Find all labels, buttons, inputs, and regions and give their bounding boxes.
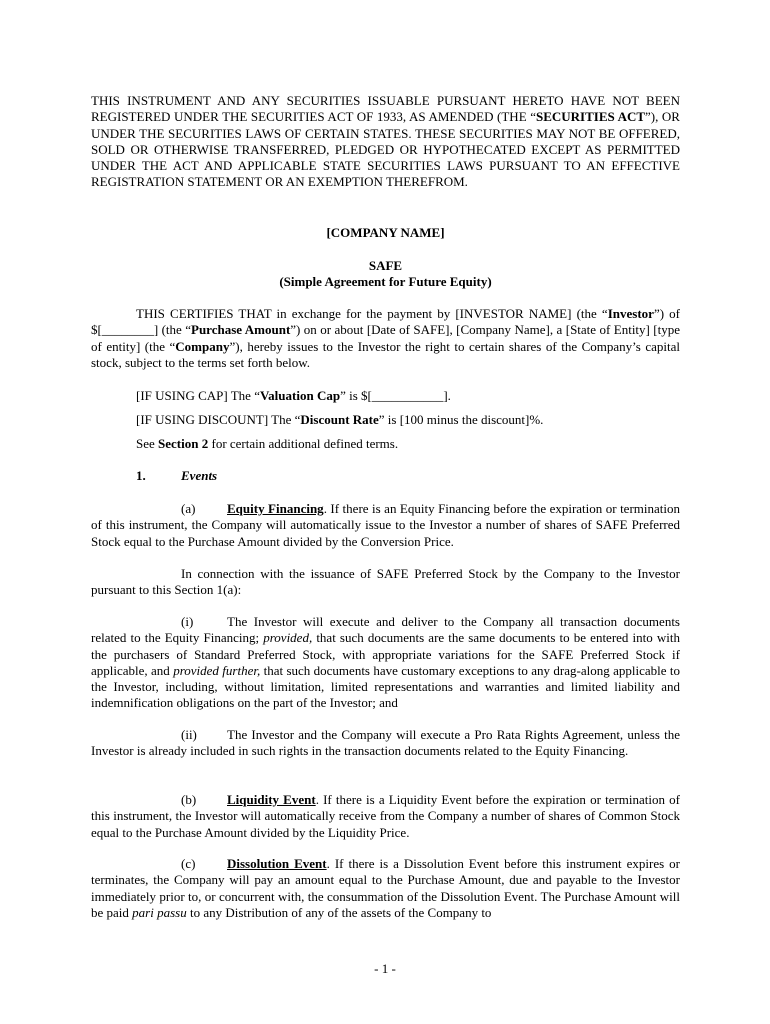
clause-b-liquidity-event: (b) Liquidity Event. If there is a Liquidity Event before the expiration or termination of this instrument, the Investor will automatically receive from the Company a number of shares of Common Stock equal to the Purchase Amount divided by the Liquidity Price. <box>91 792 680 840</box>
clause-ii: (ii) The Investor and the Company will execute a Pro Rata Rights Agreement, unless the Investor is already included in such rights in the transaction documents related to the Equity Financing. <box>91 727 680 759</box>
connection-paragraph: In connection with the issuance of SAFE Preferred Stock by the Company to the Investor pursuant to this Section 1(a): <box>91 566 680 598</box>
securities-legend: THIS INSTRUMENT AND ANY SECURITIES ISSUABLE PURSUANT HERETO HAVE NOT BEEN REGISTERED UNDER THE SECURITIES ACT OF 1933, AS AMENDED (THE “SECURITIES ACT”), OR UNDER THE SECURITIES LAWS OF CERTAIN STATES. THESE SECURITIES MAY NOT BE OFFERED, SOLD OR OTHERWISE TRANSFERRED, PLEDGED OR HYPOTHECATED EXCEPT AS PERMITTED UNDER THE ACT AND APPLICABLE STATE SECURITIES LAWS PURSUANT TO AN EFFECTIVE REGISTRATION STATEMENT OR AN EXEMPTION THEREFROM. <box>91 93 680 190</box>
document-subtitle: (Simple Agreement for Future Equity) <box>279 274 492 289</box>
document-title: SAFE <box>368 258 403 273</box>
section-1-heading: 1. Events <box>136 468 218 483</box>
clause-c-dissolution-event: (c) Dissolution Event. If there is a Dissolution Event before this instrument expires or terminates, the Company will pay an amount equal to the Purchase Amount, due and payable to the Investor immediately prior to, or concurrent with, the consummation of the Dissolution Event. The Purchase Amount will be paid pari passu to any Distribution of any of the assets of the Company to <box>91 856 681 920</box>
see-section-line: See Section 2 for certain additional defined terms. <box>136 436 399 451</box>
page-number: - 1 - <box>374 961 396 976</box>
valuation-cap-line: [IF USING CAP] The “Valuation Cap” is $[___________]. <box>136 388 451 403</box>
discount-rate-line: [IF USING DISCOUNT] The “Discount Rate” is [100 minus the discount]%. <box>136 412 544 427</box>
company-name: [COMPANY NAME] <box>326 225 445 240</box>
clause-i: (i) The Investor will execute and deliver to the Company all transaction documents related to the Equity Financing; provided, that such documents are the same documents to be entered into with the purchasers of Standard Preferred Stock, with appropriate variations for the SAFE Preferred Stock if applicable, and provided further, that such documents have customary exceptions to any drag-along applicable to the Investor, including, without limitation, limited representations and warranties and limited liability and indemnification obligations on the part of the Investor; and <box>91 614 680 711</box>
clause-a-equity-financing: (a) Equity Financing. If there is an Equity Financing before the expiration or termination of this instrument, the Company will automatically issue to the Investor a number of shares of SAFE Preferred Stock equal to the Purchase Amount divided by the Conversion Price. <box>91 501 681 549</box>
certifies-paragraph: THIS CERTIFIES THAT in exchange for the payment by [INVESTOR NAME] (the “Investor”) of $[________] (the “Purchase Amount”) on or about [Date of SAFE], [Company Name], a [State of Entity] [type of entity] (the “Company”), hereby issues to the Investor the right to certain shares of the Company’s capital stock, subject to the terms set forth below. <box>91 306 681 370</box>
